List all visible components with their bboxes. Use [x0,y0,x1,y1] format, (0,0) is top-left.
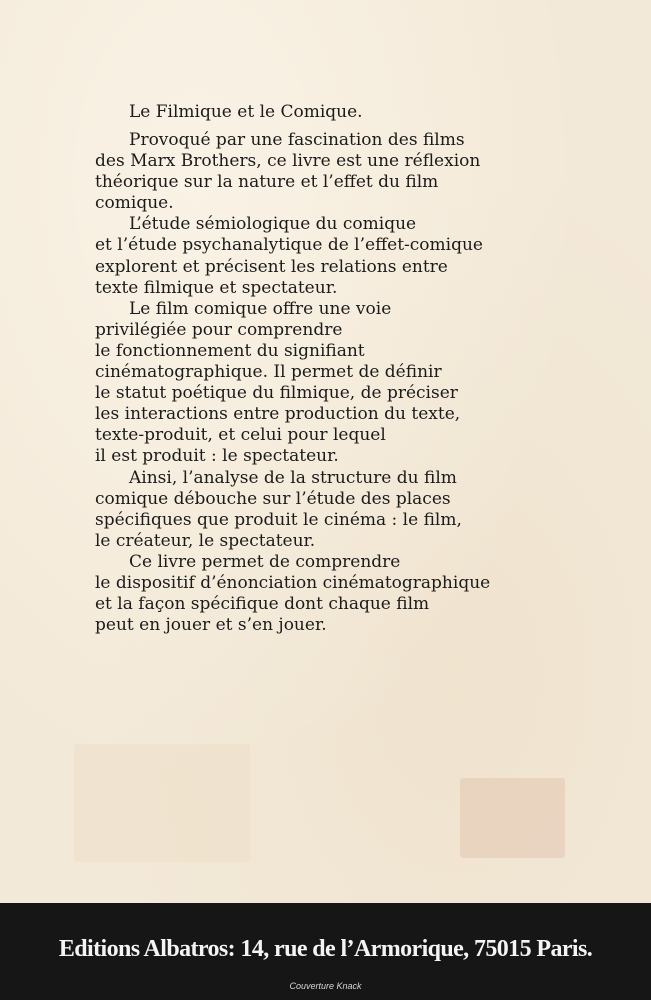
book-title: Le Filmique et le Comique. [129,102,363,122]
blurb-line: L’étude sémiologique du comique [129,214,417,235]
blurb-line: cinématographique. Il permet de définir [95,362,442,383]
blurb-line: les interactions entre production du texte, [95,404,461,425]
blurb-line: il est produit : le spectateur. [95,446,339,467]
blurb-line: Ce livre permet de comprendre [129,551,401,572]
blurb-line: et l’étude psychanalytique de l’effet-comique [95,235,483,256]
blurb-line: privilégiée pour comprendre [95,319,343,340]
blurb-line: spécifiques que produit le cinéma : le film, [95,509,462,530]
paper-stain-left [74,744,250,862]
blurb-line: le fonctionnement du signifiant [95,340,365,361]
blurb-line: théorique sur la nature et l’effet du film [95,172,439,193]
cover-credit: Couverture Knack [289,981,362,991]
blurb-paragraph-5 [95,552,535,636]
blurb-paragraph-2 [95,214,535,298]
blurb-line: Ainsi, l’analyse de la structure du film [129,467,457,488]
blurb-paragraph-3 [95,299,535,468]
blurb-line: Provoqué par une fascination des films [129,130,465,150]
blurb-line: peut en jouer et s’en jouer. [95,615,327,636]
blurb-paragraph-4 [95,468,535,552]
publisher-address: Editions Albatros: 14, rue de l’Armorique, 75015 Paris. [58,936,593,962]
blurb-line: comique débouche sur l’étude des places [95,488,451,509]
blurb-line: le créateur, le spectateur. [95,530,316,551]
paper-stain-right [460,778,565,858]
blurb-line: texte filmique et spectateur. [95,277,338,298]
blurb-line: le statut poétique du filmique, de préciser [95,383,458,404]
blurb-line: des Marx Brothers, ce livre est une réflexion [95,151,481,172]
blurb-line: Le film comique offre une voie [129,298,392,319]
blurb-line: explorent et précisent les relations entre [95,256,448,277]
blurb-paragraph-1 [95,130,535,214]
blurb-line: texte-produit, et celui pour lequel [95,425,386,446]
blurb-line: et la façon spécifique dont chaque film [95,594,430,615]
blurb-line: le dispositif d’énonciation cinématographique [95,572,491,593]
blurb-line: comique. [95,193,174,214]
blurb-text [95,100,535,636]
